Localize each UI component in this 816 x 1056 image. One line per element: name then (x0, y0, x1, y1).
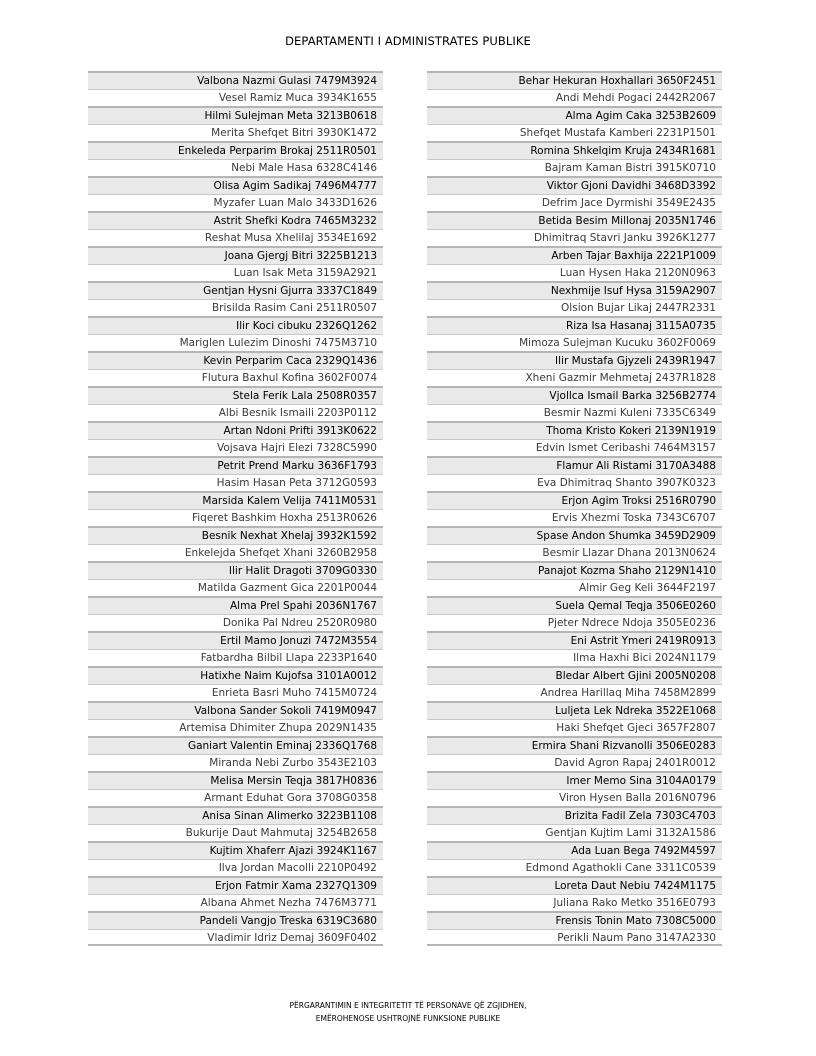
list-item: Suela Qemal Teqja 3506E0260 (427, 596, 722, 614)
list-item: Andi Mehdi Pogaci 2442R2067 (427, 89, 722, 107)
list-item: Brizita Fadil Zela 7303C4703 (427, 806, 722, 824)
list-item: Pandeli Vangjo Treska 6319C3680 (88, 911, 383, 929)
list-item: Arben Tajar Baxhija 2221P1009 (427, 246, 722, 264)
list-item: Artemisa Dhimiter Zhupa 2029N1435 (88, 719, 383, 737)
list-item: Reshat Musa Xhelilaj 3534E1692 (88, 229, 383, 247)
list-item: Frensis Tonin Mato 7308C5000 (427, 911, 722, 929)
list-item: Vojsava Hajri Elezi 7328C5990 (88, 439, 383, 457)
list-item: Bajram Kaman Bistri 3915K0710 (427, 159, 722, 177)
list-item: Enkeleda Perparim Brokaj 2511R0501 (88, 141, 383, 159)
list-item: Enrieta Basri Muho 7415M0724 (88, 684, 383, 702)
list-item: Ada Luan Bega 7492M4597 (427, 841, 722, 859)
list-item: Kujtim Xhaferr Ajazi 3924K1167 (88, 841, 383, 859)
page-title: DEPARTAMENTI I ADMINISTRATES PUBLIKE (285, 34, 531, 48)
list-item: Pjeter Ndrece Ndoja 3505E0236 (427, 614, 722, 632)
list-item: Merita Shefqet Bitri 3930K1472 (88, 124, 383, 142)
footer-line-2: EMËROHENOSE USHTROJNË FUNKSIONE PUBLIKE (315, 1014, 501, 1023)
list-item: Myzafer Luan Malo 3433D1626 (88, 194, 383, 212)
list-item: Flamur Ali Ristami 3170A3488 (427, 456, 722, 474)
list-item: Bukurije Daut Mahmutaj 3254B2658 (88, 824, 383, 842)
list-item: Fiqeret Bashkim Hoxha 2513R0626 (88, 509, 383, 527)
list-item: Valbona Sander Sokoli 7419M0947 (88, 701, 383, 719)
list-item: Xheni Gazmir Mehmetaj 2437R1828 (427, 369, 722, 387)
list-item: Vladimir Idriz Demaj 3609F0402 (88, 929, 383, 947)
list-item: Armant Eduhat Gora 3708G0358 (88, 789, 383, 807)
list-item: Miranda Nebi Zurbo 3543E2103 (88, 754, 383, 772)
list-item: Riza Isa Hasanaj 3115A0735 (427, 316, 722, 334)
list-item: Behar Hekuran Hoxhallari 3650F2451 (427, 71, 722, 89)
list-item: Ilva Jordan Macolli 2210P0492 (88, 859, 383, 877)
list-item: Romina Shkelqim Kruja 2434R1681 (427, 141, 722, 159)
list-item: Olsion Bujar Likaj 2447R2331 (427, 299, 722, 317)
list-item: Alma Agim Caka 3253B2609 (427, 106, 722, 124)
list-item: Ervis Xhezmi Toska 7343C6707 (427, 509, 722, 527)
list-item: Ilir Mustafa Gjyzeli 2439R1947 (427, 351, 722, 369)
list-item: Andrea Harillaq Miha 7458M2899 (427, 684, 722, 702)
list-item: Eni Astrit Ymeri 2419R0913 (427, 631, 722, 649)
list-item: Edvin Ismet Ceribashi 7464M3157 (427, 439, 722, 457)
list-item: Anisa Sinan Alimerko 3223B1108 (88, 806, 383, 824)
list-item: Olisa Agim Sadikaj 7496M4777 (88, 176, 383, 194)
right-name-list (427, 71, 722, 946)
list-item: Besnik Nexhat Xhelaj 3932K1592 (88, 526, 383, 544)
list-item: Alma Prel Spahi 2036N1767 (88, 596, 383, 614)
list-item: Besmir Llazar Dhana 2013N0624 (427, 544, 722, 562)
list-item: Dhimitraq Stavri Janku 3926K1277 (427, 229, 722, 247)
list-item: Ganiart Valentin Eminaj 2336Q1768 (88, 736, 383, 754)
list-item: Ilir Halit Dragoti 3709G0330 (88, 561, 383, 579)
list-item: David Agron Rapaj 2401R0012 (427, 754, 722, 772)
list-item: Perikli Naum Pano 3147A2330 (427, 929, 722, 947)
list-item: Melisa Mersin Teqja 3817H0836 (88, 771, 383, 789)
list-item: Shefqet Mustafa Kamberi 2231P1501 (427, 124, 722, 142)
list-item: Fatbardha Bilbil Llapa 2233P1640 (88, 649, 383, 667)
list-item: Besmir Nazmi Kuleni 7335C6349 (427, 404, 722, 422)
list-item: Hatixhe Naim Kujofsa 3101A0012 (88, 666, 383, 684)
list-item: Haki Shefqet Gjeci 3657F2807 (427, 719, 722, 737)
list-item: Almir Geg Keli 3644F2197 (427, 579, 722, 597)
list-item: Edmond Agathokli Cane 3311C0539 (427, 859, 722, 877)
list-item: Vesel Ramiz Muca 3934K1655 (88, 89, 383, 107)
list-item: Hilmi Sulejman Meta 3213B0618 (88, 106, 383, 124)
list-item: Albi Besnik Ismaili 2203P0112 (88, 404, 383, 422)
list-item: Joana Gjergj Bitri 3225B1213 (88, 246, 383, 264)
list-item: Erjon Fatmir Xama 2327Q1309 (88, 876, 383, 894)
list-item: Loreta Daut Nebiu 7424M1175 (427, 876, 722, 894)
page-footer (0, 999, 816, 1025)
list-item: Nebi Male Hasa 6328C4146 (88, 159, 383, 177)
list-item: Defrim Jace Dyrmishi 3549E2435 (427, 194, 722, 212)
list-item: Albana Ahmet Nezha 7476M3771 (88, 894, 383, 912)
list-item: Flutura Baxhul Kofina 3602F0074 (88, 369, 383, 387)
list-item: Hasim Hasan Peta 3712G0593 (88, 474, 383, 492)
list-item: Viron Hysen Balla 2016N0796 (427, 789, 722, 807)
list-item: Artan Ndoni Prifti 3913K0622 (88, 421, 383, 439)
list-item: Luan Hysen Haka 2120N0963 (427, 264, 722, 282)
list-item: Astrit Shefki Kodra 7465M3232 (88, 211, 383, 229)
list-item: Mariglen Lulezim Dinoshi 7475M3710 (88, 334, 383, 352)
list-item: Betida Besim Millonaj 2035N1746 (427, 211, 722, 229)
list-item: Gentjan Kujtim Lami 3132A1586 (427, 824, 722, 842)
list-item: Mimoza Sulejman Kucuku 3602F0069 (427, 334, 722, 352)
list-item: Ertil Mamo Jonuzi 7472M3554 (88, 631, 383, 649)
list-item: Matilda Gazment Gica 2201P0044 (88, 579, 383, 597)
list-item: Marsida Kalem Velija 7411M0531 (88, 491, 383, 509)
list-item: Ilma Haxhi Bici 2024N1179 (427, 649, 722, 667)
list-item: Juliana Rako Metko 3516E0793 (427, 894, 722, 912)
left-name-list (88, 71, 383, 946)
list-item: Gentjan Hysni Gjurra 3337C1849 (88, 281, 383, 299)
footer-line-1: PËRGARANTIMIN E INTEGRITETIT TË PERSONAVE QË ZGJIDHEN, (289, 1001, 527, 1010)
list-item: Enkelejda Shefqet Xhani 3260B2958 (88, 544, 383, 562)
list-item: Petrit Prend Marku 3636F1793 (88, 456, 383, 474)
list-item: Ilir Koci cibuku 2326Q1262 (88, 316, 383, 334)
list-item: Thoma Kristo Kokeri 2139N1919 (427, 421, 722, 439)
list-item: Brisilda Rasim Cani 2511R0507 (88, 299, 383, 317)
list-item: Viktor Gjoni Davidhi 3468D3392 (427, 176, 722, 194)
list-item: Valbona Nazmi Gulasi 7479M3924 (88, 71, 383, 89)
list-item: Luljeta Lek Ndreka 3522E1068 (427, 701, 722, 719)
list-item: Vjollca Ismail Barka 3256B2774 (427, 386, 722, 404)
list-item: Spase Andon Shumka 3459D2909 (427, 526, 722, 544)
list-item: Ermira Shani Rizvanolli 3506E0283 (427, 736, 722, 754)
list-item: Donika Pal Ndreu 2520R0980 (88, 614, 383, 632)
list-item: Nexhmije Isuf Hysa 3159A2907 (427, 281, 722, 299)
list-item: Luan Isak Meta 3159A2921 (88, 264, 383, 282)
list-item: Kevin Perparim Caca 2329Q1436 (88, 351, 383, 369)
list-item: Eva Dhimitraq Shanto 3907K0323 (427, 474, 722, 492)
list-item: Imer Memo Sina 3104A0179 (427, 771, 722, 789)
list-item: Panajot Kozma Shaho 2129N1410 (427, 561, 722, 579)
list-item: Erjon Agim Troksi 2516R0790 (427, 491, 722, 509)
list-item: Bledar Albert Gjini 2005N0208 (427, 666, 722, 684)
list-item: Stela Ferik Lala 2508R0357 (88, 386, 383, 404)
